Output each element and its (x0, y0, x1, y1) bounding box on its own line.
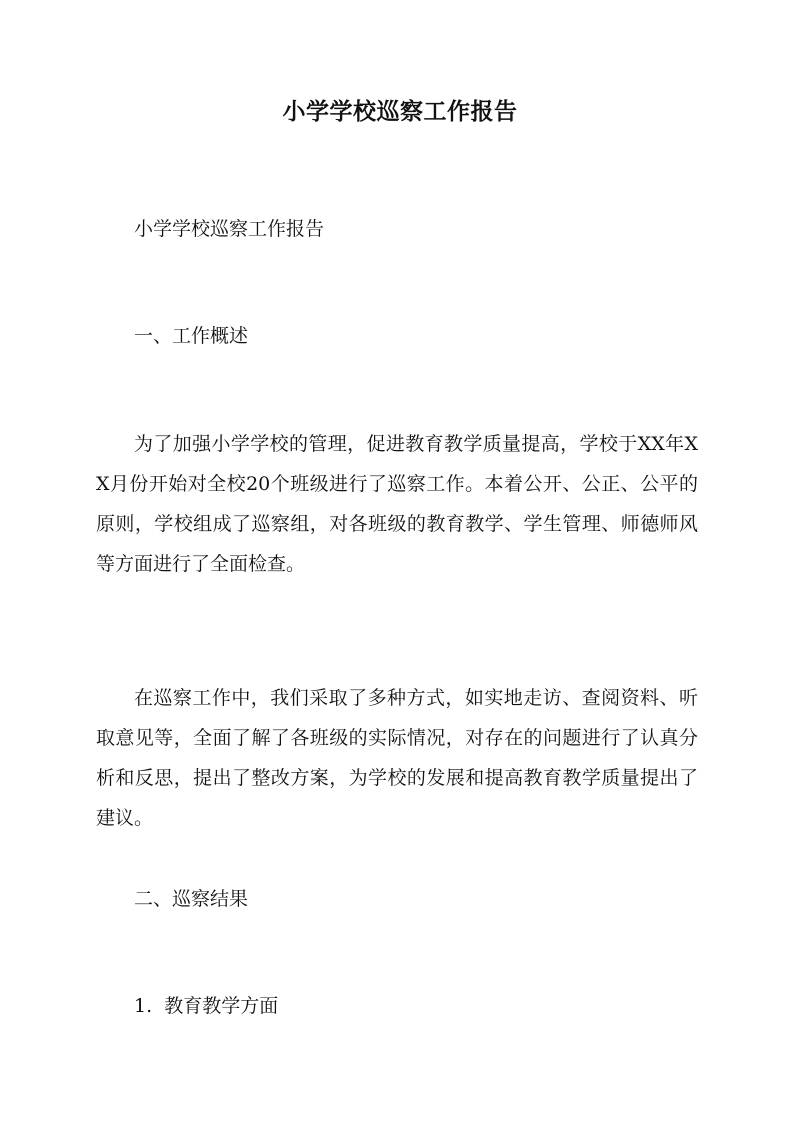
section-heading-overview: 一、工作概述 (134, 325, 249, 347)
document-title: 小学学校巡察工作报告 (282, 98, 518, 125)
item-heading-teaching: 1. 教育教学方面 (134, 995, 279, 1017)
document-subtitle: 小学学校巡察工作报告 (134, 218, 325, 240)
paragraph-overview: 为了加强小学学校的管理，促进教育教学质量提高，学校于XX年XX月份开始对全校20个班级进行了巡察工作。本着公开、公正、公平的原则，学校组成了巡察组，对各班级的教育教学、学生管理、师德师风等方面进行了全面检查。 (96, 433, 698, 575)
section-heading-results: 二、巡察结果 (134, 888, 249, 910)
paragraph-methods: 在巡察工作中，我们采取了多种方式，如实地走访、查阅资料、听取意见等，全面了解了各班级的实际情况，对存在的问题进行了认真分析和反思，提出了整改方案，为学校的发展和提高教育教学质量提出了建议。 (96, 687, 698, 829)
